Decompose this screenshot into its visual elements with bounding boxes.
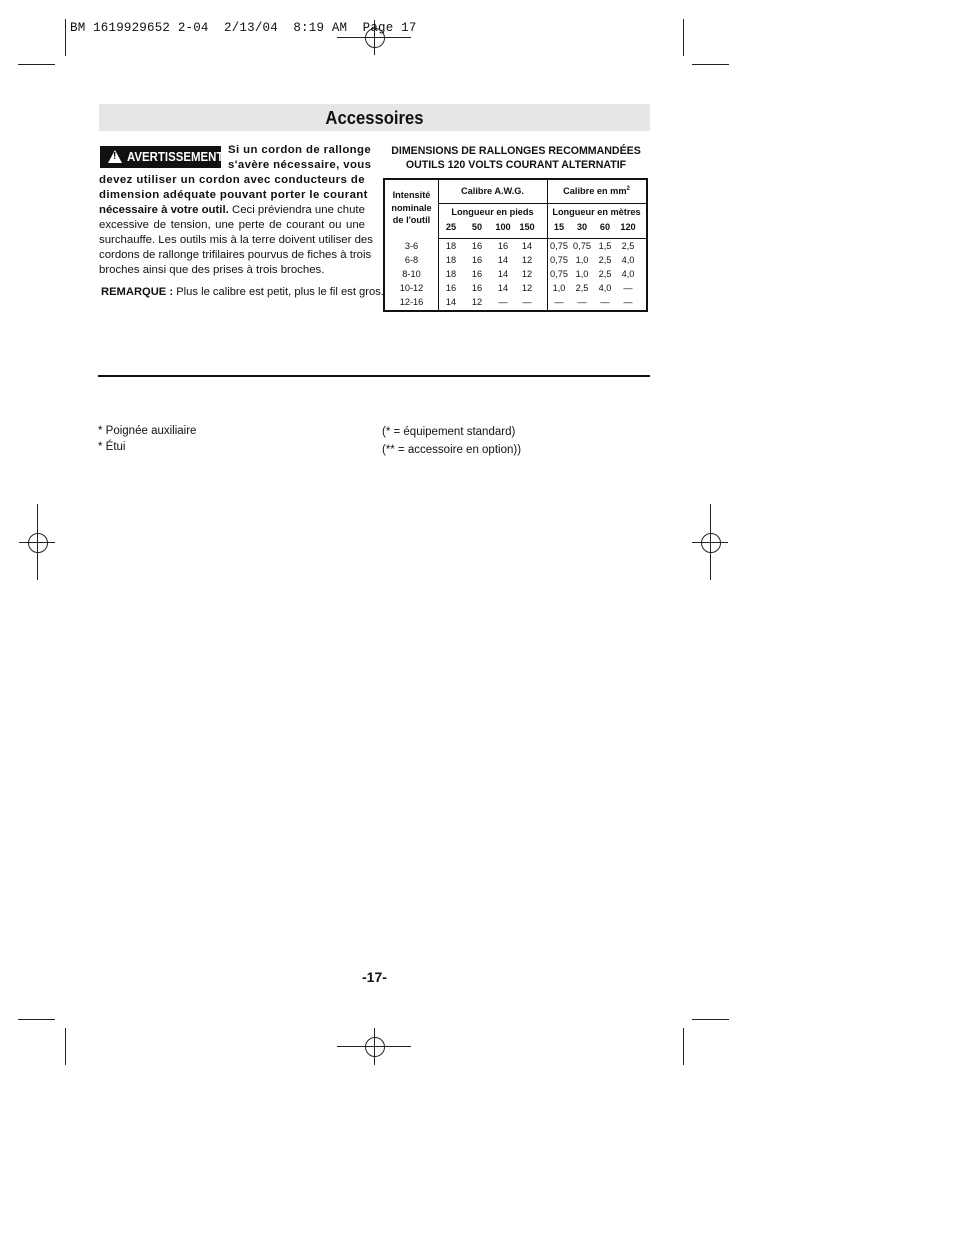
extension-cord-table [383,178,648,312]
list-item: * Poignée auxiliaire [98,425,197,437]
awg-header: Calibre A.W.G. [461,186,524,196]
accessory-legend [382,423,521,459]
mm-cell: 4,0 [598,283,612,293]
mm-cell: 4,0 [621,269,635,279]
awg-cell: 14 [497,255,509,265]
legend-item: (** = accessoire en option)) [382,444,522,456]
awg-cell: 16 [471,241,483,251]
awg-cell: 16 [445,283,457,293]
mm-cell: 4,0 [621,255,635,265]
rating-cell: 10-12 [399,283,424,293]
warning-line: s'avère nécessaire, vous [228,159,372,171]
print-slug: BM 1619929652 2-04 2/13/04 8:19 AM Page 17 [70,21,417,35]
mm-cell: — [577,297,587,307]
mm-cell: — [554,297,564,307]
meter-column-header: 15 [553,222,565,232]
mm-cell: 1,5 [598,241,612,251]
table-title-line: OUTILS 120 VOLTS COURANT ALTERNATIF [405,159,627,171]
mm-cell: 2,5 [621,241,635,251]
feet-column-header: 50 [471,222,483,232]
feet-header: Longueur en pieds [451,207,534,217]
page-number: -17- [362,969,387,985]
remark [101,286,384,298]
awg-cell: 14 [445,297,457,307]
mm-cell: 2,5 [598,269,612,279]
mm-cell: — [623,297,633,307]
mm-cell: 1,0 [575,269,589,279]
mm-cell: — [600,297,610,307]
warning-line [99,203,365,218]
meter-column-header: 120 [620,222,636,232]
mm-cell: 2,5 [598,255,612,265]
warning-line: dimension adéquate pouvant porter le courant [99,189,368,201]
mm-cell: 0,75 [550,241,568,251]
remark-text: Plus le calibre est petit, plus le fil est gros. [173,286,384,298]
awg-cell: 14 [497,269,509,279]
warning-badge [100,146,224,168]
warning-emphasis: nécessaire à votre outil. [99,204,229,216]
warning-line: broches ainsi que des prises à trois broches. [99,264,325,276]
warning-text: Ceci préviendra une chute [228,204,365,216]
remark-label: REMARQUE : [101,286,174,298]
feet-column-header: 100 [495,222,511,232]
mm-cell: — [623,283,633,293]
awg-cell: 18 [445,241,457,251]
accessory-list [98,423,196,455]
warning-line: devez utiliser un cordon avec conducteurs de [99,174,365,186]
rating-cell: 8-10 [402,269,421,279]
awg-cell: 12 [521,269,533,279]
rating-cell: 6-8 [404,255,419,265]
awg-cell: 12 [521,283,533,293]
warning-line: cordons de rallonge trifilaires pourvus de fiches à trois [99,249,372,261]
rating-cell: 3-6 [404,241,419,251]
awg-cell: 16 [497,241,509,251]
mm-cell: 0,75 [550,255,568,265]
awg-cell: 16 [471,255,483,265]
feet-column-header: 25 [445,222,457,232]
awg-cell: 16 [471,269,483,279]
mm-cell: 1,0 [575,255,589,265]
awg-cell: 14 [521,241,533,251]
awg-cell: 14 [497,283,509,293]
meter-column-header: 60 [599,222,611,232]
table-title [385,144,647,172]
section-divider [98,375,650,377]
warning-line: Si un cordon de rallonge [228,144,372,156]
mm-cell: 1,0 [552,283,566,293]
awg-cell: — [498,297,508,307]
awg-cell: 12 [521,255,533,265]
mm-cell: 0,75 [573,241,591,251]
table-title-line: DIMENSIONS DE RALLONGES RECOMMANDÉES [391,145,641,157]
meters-header: Longueur en mètres [552,207,641,217]
mm-cell: 0,75 [550,269,568,279]
list-item: * Étui [98,441,126,453]
section-title-bar [99,104,650,131]
warning-line: surchauffe. Les outils mis à la terre doivent utiliser des [99,234,373,246]
mm-header: Calibre en $mm^2$ [563,186,630,197]
awg-cell: — [522,297,532,307]
meter-column-header: 30 [576,222,588,232]
feet-column-header: 150 [519,222,535,232]
mm-cell: 2,5 [575,283,589,293]
warning-triangle-icon [108,150,122,163]
legend-item: (* = équipement standard) [382,426,516,438]
section-title: Accessoires [325,107,424,128]
awg-cell: 18 [445,269,457,279]
awg-cell: 18 [445,255,457,265]
warning-line: excessive de tension, une perte de courant ou une [99,219,365,231]
awg-cell: 16 [471,283,483,293]
warning-badge-label: AVERTISSEMENT [127,149,224,164]
rating-header: Intensité nominale de l'outil [391,190,432,225]
awg-cell: 12 [471,297,483,307]
rating-cell: 12-16 [399,297,424,307]
